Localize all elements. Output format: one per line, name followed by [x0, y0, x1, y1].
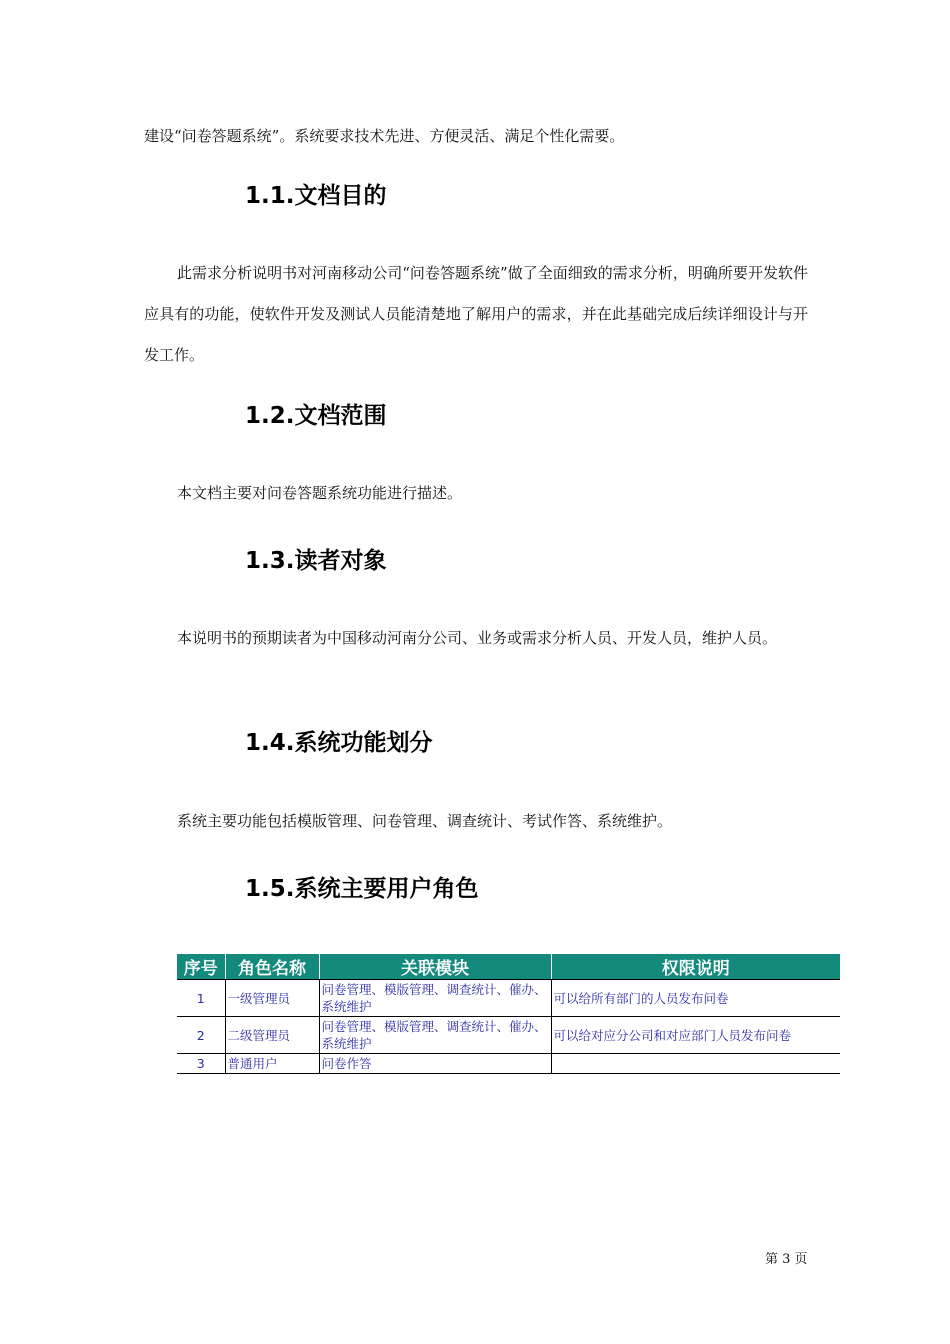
role-modules: 问卷作答 [319, 1054, 551, 1074]
section-text-purpose: 此需求分析说明书对河南移动公司“问卷答题系统”做了全面细致的需求分析，明确所要开发软件应具有的功能，使软件开发及测试人员能清楚地了解用户的需求，并在此基础完成后续详细设计与开发工作。 [144, 264, 808, 364]
role-permission [551, 1054, 840, 1074]
role-name: 普通用户 [225, 1054, 319, 1074]
role-modules: 问卷管理、模版管理、调查统计、催办、系统维护 [319, 1017, 551, 1054]
role-table-header [177, 954, 840, 980]
section-heading-scope: 1.2.文档范围 [245, 403, 387, 429]
table-row [177, 980, 840, 1017]
section-text-readers: 本说明书的预期读者为中国移动河南分公司、业务或需求分析人员、开发人员，维护人员。 [177, 629, 778, 647]
page-number: 第 3 页 [765, 1252, 808, 1267]
header-cell: 角色名称 [225, 954, 319, 980]
header-cell: 权限说明 [551, 954, 840, 980]
intro-paragraph: 建设“问卷答题系统”。系统要求技术先进、方便灵活、满足个性化需要。 [144, 127, 625, 145]
section-heading-roles: 1.5.系统主要用户角色 [245, 876, 479, 902]
table-row [177, 1054, 840, 1074]
section-heading-readers: 1.3.读者对象 [245, 548, 387, 574]
header-cell: 关联模块 [319, 954, 551, 980]
header-cell: 序号 [177, 954, 225, 980]
role-modules: 问卷管理、模版管理、调查统计、催办、系统维护 [319, 980, 551, 1017]
section-text-functions: 系统主要功能包括模版管理、问卷管理、调查统计、考试作答、系统维护。 [177, 812, 673, 830]
row-number: 2 [177, 1017, 225, 1054]
role-name: 二级管理员 [225, 1017, 319, 1054]
row-number: 3 [177, 1054, 225, 1074]
table-row [177, 1017, 840, 1054]
role-permission: 可以给对应分公司和对应部门人员发布问卷 [551, 1017, 840, 1054]
section-text-scope: 本文档主要对问卷答题系统功能进行描述。 [177, 484, 463, 502]
row-number: 1 [177, 980, 225, 1017]
role-permission: 可以给所有部门的人员发布问卷 [551, 980, 840, 1017]
section-heading-functions: 1.4.系统功能划分 [245, 730, 433, 756]
section-heading-purpose: 1.1.文档目的 [245, 183, 387, 209]
role-name: 一级管理员 [225, 980, 319, 1017]
role-table [177, 954, 840, 1074]
